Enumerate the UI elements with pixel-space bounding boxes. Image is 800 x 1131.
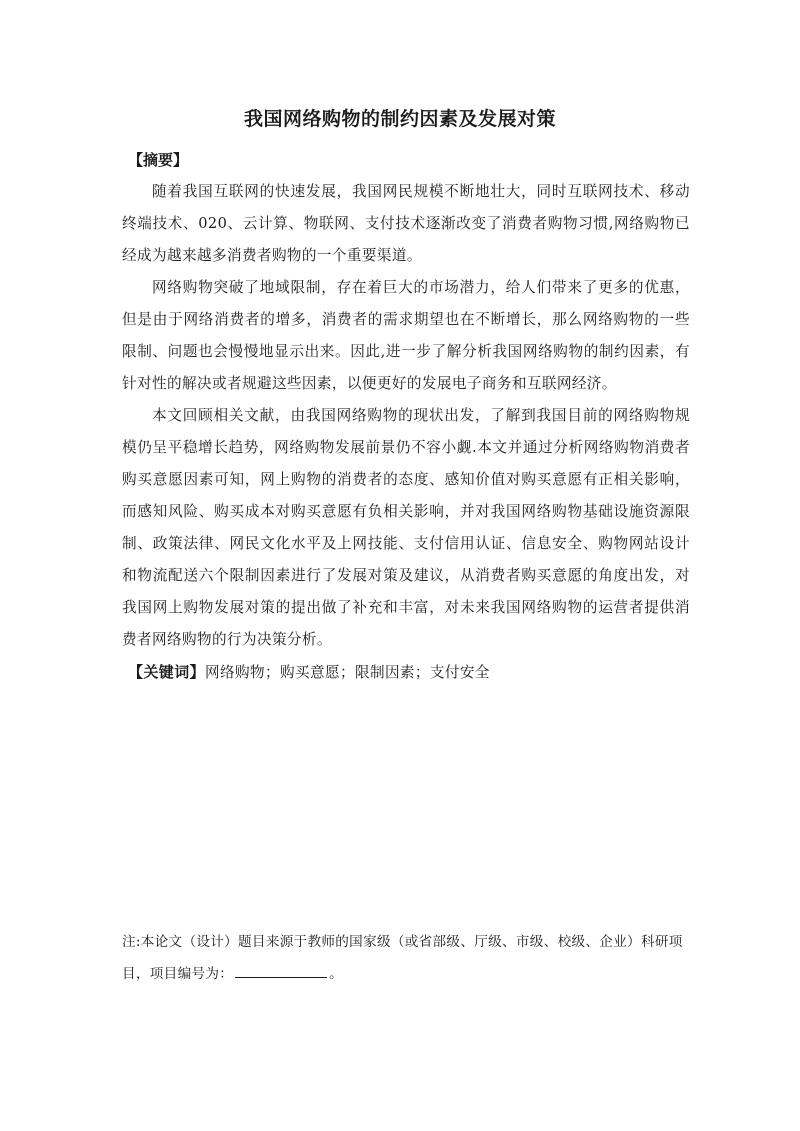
abstract-section: [122, 144, 690, 689]
keywords-label: 【关键词】: [128, 663, 206, 681]
footnote-text: 注:本论文（设计）题目来源于教师的国家级（或省部级、厅级、市级、校级、企业）科研项目，项目编号为：: [122, 934, 683, 982]
keywords-text: 网络购物；购买意愿；限制因素；支付安全: [205, 664, 490, 681]
abstract-heading: 【摘要】: [128, 151, 189, 169]
footnote-end: 。: [329, 966, 344, 982]
project-number-blank: [235, 963, 327, 978]
keywords-line: [128, 656, 690, 689]
abstract-paragraph-1: 随着我国互联网的快速发展，我国网民规模不断地壮大，同时互联网技术、移动终端技术、020、云计算、物联网、支付技术逐渐改变了消费者购物习惯,网络购物已经成为越来越多消费者购物的一个重要渠道。: [122, 183, 690, 264]
abstract-paragraph-2: 网络购物突破了地域限制，存在着巨大的市场潜力，给人们带来了更多的优惠，但是由于网络消费者的增多，消费者的需求期望也在不断增长，那么网络购物的一些限制、问题也会慢慢地显示出来。因此,进一步了解分析我国网络购物的制约因素，有针对性的解决或者规避这些因素，以便更好的发展电子商务和互联网经济。: [122, 279, 690, 392]
abstract-paragraph-3: 本文回顾相关文献，由我国网络购物的现状出发，了解到我国目前的网络购物规模仍呈平稳增长趋势，网络购物发展前景仍不容小觑.本文并通过分析网络购物消费者购买意愿因素可知，网上购物的消费者的态度、感知价值对购买意愿有正相关影响，而感知风险、购买成本对购买意愿有负相关影响，并对我国网络购物基础设施资源限制、政策法律、网民文化水平及上网技能、支付信用认证、信息安全、购物网站设计和物流配送六个限制因素进行了发展对策及建议，从消费者购买意愿的角度出发，对我国网上购物发展对策的提出做了补充和丰富，对未来我国网络购物的运营者提供消费者网络购物的行为决策分析。: [122, 407, 690, 648]
document-title: 我国网络购物的制约因素及发展对策: [243, 108, 556, 130]
footnote: [122, 926, 690, 990]
